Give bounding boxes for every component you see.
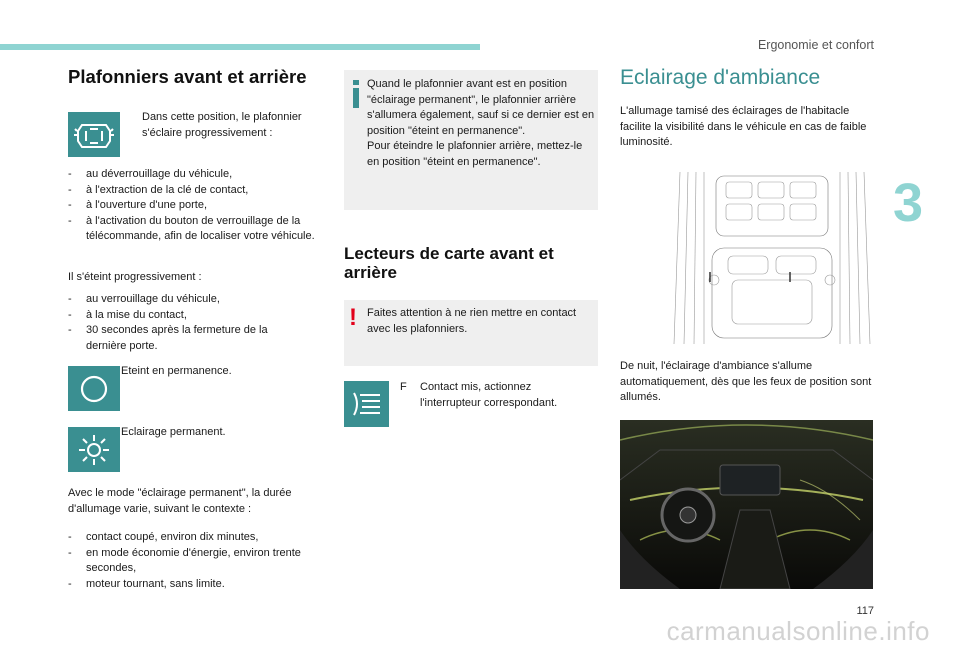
ceiling-console-illustration [672, 172, 872, 344]
map-light-icon [344, 381, 389, 427]
list-allumage [68, 167, 323, 245]
step-text: Contact mis, actionnez l'interrupteur correspondant. [420, 381, 558, 409]
list-extinction [68, 292, 308, 354]
warning-icon: ! [349, 304, 357, 331]
watermark: carmanualsonline.info [666, 616, 930, 646]
chapter-number: 3 [893, 173, 924, 233]
info-note-text: Quand le plafonnier avant est en position "éclairage permanent", le plafonnier arrière s'allumera également, sauf si ce dernier est en position "éteint en permanence". Pour éteindre le plafonnier arrière, mettez-le en position "éteint en permanence". [367, 78, 595, 168]
mode-on-text: Eclairage permanent. [121, 426, 226, 438]
list-item: - au déverrouillage du véhicule, [68, 168, 233, 180]
ceiling-light-door-icon [68, 112, 120, 157]
top-accent-bar [0, 44, 480, 50]
list-item: - à l'extraction de la clé de contact, [68, 183, 249, 196]
list-item: - au verrouillage du véhicule, [68, 293, 220, 305]
light-off-icon [68, 366, 120, 411]
step-marker: F [400, 381, 407, 393]
list-duree [68, 530, 318, 592]
intro-text: Dans cette position, le plafonnier s'éclaire progressivement : [142, 111, 302, 139]
duration-text: Avec le mode "éclairage permanent", la durée d'allumage varie, suivant le contexte : [68, 487, 292, 515]
title-plafonniers: Plafonniers avant et arrière [68, 66, 307, 87]
ambiance-para-2: De nuit, l'éclairage d'ambiance s'allume automatiquement, dès que les feux de position sont allumés. [620, 360, 872, 403]
list-item: - 30 secondes après la fermeture de la dernière porte. [68, 324, 268, 352]
extinction-text: Il s'éteint progressivement : [68, 271, 202, 283]
info-icon [349, 80, 363, 108]
warning-text: Faites attention à ne rien mettre en contact avec les plafonniers. [367, 307, 577, 335]
title-lecteurs: Lecteurs de carte avant et arrière [344, 244, 554, 282]
interior-night-photo [620, 420, 873, 589]
list-item: - à l'activation du bouton de verrouillage de la télécommande, afin de localiser votre véhicule. [68, 214, 315, 242]
list-item: - contact coupé, environ dix minutes, [68, 531, 259, 543]
light-on-icon [68, 427, 120, 472]
list-item: - en mode économie d'énergie, environ trente secondes, [68, 546, 301, 574]
title-ambiance: Eclairage d'ambiance [620, 66, 821, 89]
list-item: - moteur tournant, sans limite. [68, 577, 225, 590]
ambiance-para-1: L'allumage tamisé des éclairages de l'habitacle facilite la visibilité dans le véhicule en cas de faible luminosité. [620, 105, 867, 148]
section-header: Ergonomie et confort [757, 38, 874, 52]
mode-off-text: Eteint en permanence. [121, 365, 232, 377]
list-item: - à la mise du contact, [68, 308, 187, 321]
page-number: 117 [856, 605, 874, 617]
list-item: - à l'ouverture d'une porte, [68, 199, 207, 211]
